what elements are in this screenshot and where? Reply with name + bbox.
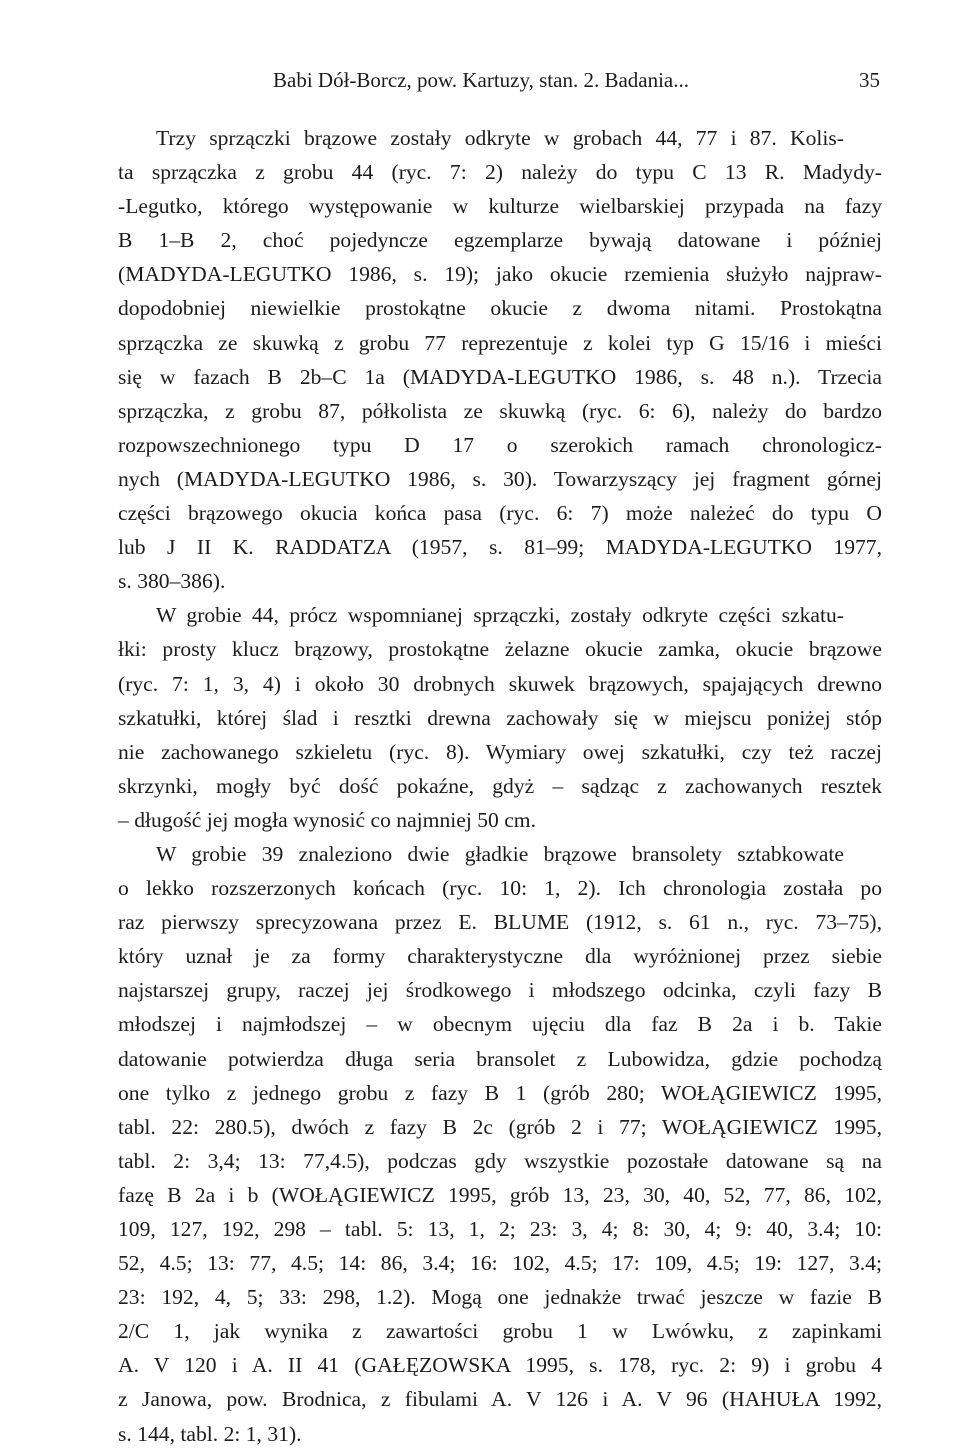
text-line bbox=[118, 837, 882, 871]
text-line bbox=[118, 1314, 882, 1348]
text-line bbox=[118, 1144, 882, 1178]
text-line-content: fazę B 2a i b (WOŁĄGIEWICZ 1995, grób 13, 23, 30, 40, 52, 77, 86, 102, bbox=[118, 1182, 882, 1207]
text-line-content: rozpowszechnionego typu D 17 o szerokich ramach chronologicz- bbox=[118, 432, 882, 457]
text-line bbox=[118, 1417, 882, 1451]
text-line bbox=[118, 394, 882, 428]
text-line-content: się w fazach B 2b–C 1a (MADYDA-LEGUTKO 1986, s. 48 n.). Trzecia bbox=[118, 364, 882, 389]
text-line bbox=[118, 1280, 882, 1314]
text-line-content: sprzączka ze skuwką z grobu 77 reprezentuje z kolei typ G 15/16 i mieści bbox=[118, 330, 882, 355]
text-line-content: tabl. 22: 280.5), dwóch z fazy B 2c (grób 2 i 77; WOŁĄGIEWICZ 1995, bbox=[118, 1114, 882, 1139]
text-line-content: one tylko z jednego grobu z fazy B 1 (grób 280; WOŁĄGIEWICZ 1995, bbox=[118, 1080, 882, 1105]
text-line-content: najstarszej grupy, raczej jej środkowego i młodszego odcinka, czyli fazy B bbox=[118, 978, 882, 1003]
text-line bbox=[118, 803, 882, 837]
article-body bbox=[118, 121, 882, 1451]
text-line bbox=[118, 667, 882, 701]
text-line-content: (MADYDA-LEGUTKO 1986, s. 19); jako okucie rzemienia służyło najpraw- bbox=[118, 262, 882, 287]
text-line-content: ta sprzączka z grobu 44 (ryc. 7: 2) należy do typu C 13 R. Madydy- bbox=[118, 160, 882, 185]
text-line bbox=[118, 1076, 882, 1110]
paragraph-1 bbox=[118, 121, 882, 598]
text-line-content: – długość jej mogła wynosić co najmniej 50 cm. bbox=[118, 807, 536, 832]
text-line bbox=[118, 462, 882, 496]
running-header bbox=[118, 68, 880, 98]
text-line-content: łki: prosty klucz brązowy, prostokątne żelazne okucie zamka, okucie brązowe bbox=[118, 637, 882, 662]
text-line bbox=[118, 360, 882, 394]
text-line-content: 2/C 1, jak wynika z zawartości grobu 1 w Lwówku, z zapinkami bbox=[118, 1319, 882, 1344]
text-line-content: 109, 127, 192, 298 – tabl. 5: 13, 1, 2; 23: 3, 4; 8: 30, 4; 9: 40, 3.4; 10: bbox=[118, 1217, 882, 1241]
text-line-content: Trzy sprzączki brązowe zostały odkryte w grobach 44, 77 i 87. Kolis- bbox=[156, 126, 844, 150]
text-line-content: nych (MADYDA-LEGUTKO 1986, s. 30). Towarzyszący jej fragment górnej bbox=[118, 466, 882, 491]
text-line-content: W grobie 39 znaleziono dwie gładkie brązowe bransolety sztabkowate bbox=[156, 841, 844, 866]
page-number: 35 bbox=[859, 68, 880, 92]
text-line-content: s. 380–386). bbox=[118, 569, 226, 594]
text-line bbox=[118, 1382, 882, 1416]
text-line bbox=[118, 257, 882, 291]
text-line-content: 23: 192, 4, 5; 33: 298, 1.2). Mogą one jednakże trwać jeszcze w fazie B bbox=[118, 1285, 882, 1310]
text-line-content: który uznał je za formy charakterystyczne dla wyróżnionej przez siebie bbox=[118, 944, 882, 969]
paragraph-3 bbox=[118, 837, 882, 1451]
text-line bbox=[118, 1212, 882, 1246]
text-line-content: datowanie potwierdza długa seria bransolet z Lubowidza, gdzie pochodzą bbox=[118, 1046, 882, 1071]
text-line bbox=[118, 121, 882, 155]
text-line bbox=[118, 428, 882, 462]
text-line bbox=[118, 496, 882, 530]
text-line-content: z Janowa, pow. Brodnica, z fibulami A. V 126 i A. V 96 (HAHUŁA 1992, bbox=[118, 1387, 882, 1412]
text-line-content: W grobie 44, prócz wspomnianej sprzączki, zostały odkryte części szkatu- bbox=[156, 603, 844, 628]
text-line-content: części brązowego okucia końca pasa (ryc. 6: 7) może należeć do typu O bbox=[118, 501, 882, 526]
text-line bbox=[118, 939, 882, 973]
text-line bbox=[118, 1348, 882, 1382]
text-line-content: sprzączka, z grobu 87, półkolista ze skuwką (ryc. 6: 6), należy do bardzo bbox=[118, 398, 882, 423]
text-line-content: młodszej i najmłodszej – w obecnym ujęciu dla faz B 2a i b. Takie bbox=[118, 1012, 882, 1037]
text-line bbox=[118, 1246, 882, 1280]
text-line bbox=[118, 291, 882, 325]
text-line bbox=[118, 326, 882, 360]
text-line-content: -Legutko, którego występowanie w kulturze wielbarskiej przypada na fazy bbox=[118, 194, 882, 219]
text-line-content: nie zachowanego szkieletu (ryc. 8). Wymiary owej szkatułki, czy też raczej bbox=[118, 739, 882, 764]
text-line bbox=[118, 1042, 882, 1076]
text-line-content: A. V 120 i A. II 41 (GAŁĘZOWSKA 1995, s. 178, ryc. 2: 9) i grobu 4 bbox=[118, 1353, 882, 1378]
paragraph-2 bbox=[118, 598, 882, 837]
text-line-content: lub J II K. RADDATZA (1957, s. 81–99; MADYDA-LEGUTKO 1977, bbox=[118, 535, 882, 560]
text-line-content: (ryc. 7: 1, 3, 4) i około 30 drobnych skuwek brązowych, spajających drewno bbox=[118, 671, 882, 696]
text-line bbox=[118, 905, 882, 939]
text-line-content: 52, 4.5; 13: 77, 4.5; 14: 86, 3.4; 16: 102, 4.5; 17: 109, 4.5; 19: 127, 3.4; bbox=[118, 1251, 882, 1276]
text-line-content: B 1–B 2, choć pojedyncze egzemplarze bywają datowane i później bbox=[118, 228, 882, 253]
text-line-content: s. 144, tabl. 2: 1, 31). bbox=[118, 1421, 302, 1446]
text-line bbox=[118, 632, 882, 666]
text-line bbox=[118, 598, 882, 632]
text-line bbox=[118, 1110, 882, 1144]
text-line bbox=[118, 155, 882, 189]
text-line bbox=[118, 1007, 882, 1041]
running-title: Babi Dół-Borcz, pow. Kartuzy, stan. 2. Badania... bbox=[273, 68, 690, 92]
text-line bbox=[118, 701, 882, 735]
text-line bbox=[118, 973, 882, 1007]
text-line bbox=[118, 564, 882, 598]
text-line bbox=[118, 530, 882, 564]
text-line-content: szkatułki, której ślad i resztki drewna zachowały się w miejscu poniżej stóp bbox=[118, 705, 882, 730]
text-line bbox=[118, 735, 882, 769]
text-line bbox=[118, 223, 882, 257]
text-line-content: o lekko rozszerzonych końcach (ryc. 10: 1, 2). Ich chronologia została po bbox=[118, 876, 882, 901]
text-line-content: raz pierwszy sprecyzowana przez E. BLUME (1912, s. 61 n., ryc. 73–75), bbox=[118, 910, 882, 935]
text-line-content: tabl. 2: 3,4; 13: 77,4.5), podczas gdy wszystkie pozostałe datowane są na bbox=[118, 1148, 882, 1173]
text-line-content: dopodobniej niewielkie prostokątne okucie z dwoma nitami. Prostokątna bbox=[118, 296, 882, 321]
text-line bbox=[118, 871, 882, 905]
text-line-content: skrzynki, mogły być dość pokaźne, gdyż – sądząc z zachowanych resztek bbox=[118, 773, 882, 798]
text-line bbox=[118, 1178, 882, 1212]
text-line bbox=[118, 769, 882, 803]
text-line bbox=[118, 189, 882, 223]
